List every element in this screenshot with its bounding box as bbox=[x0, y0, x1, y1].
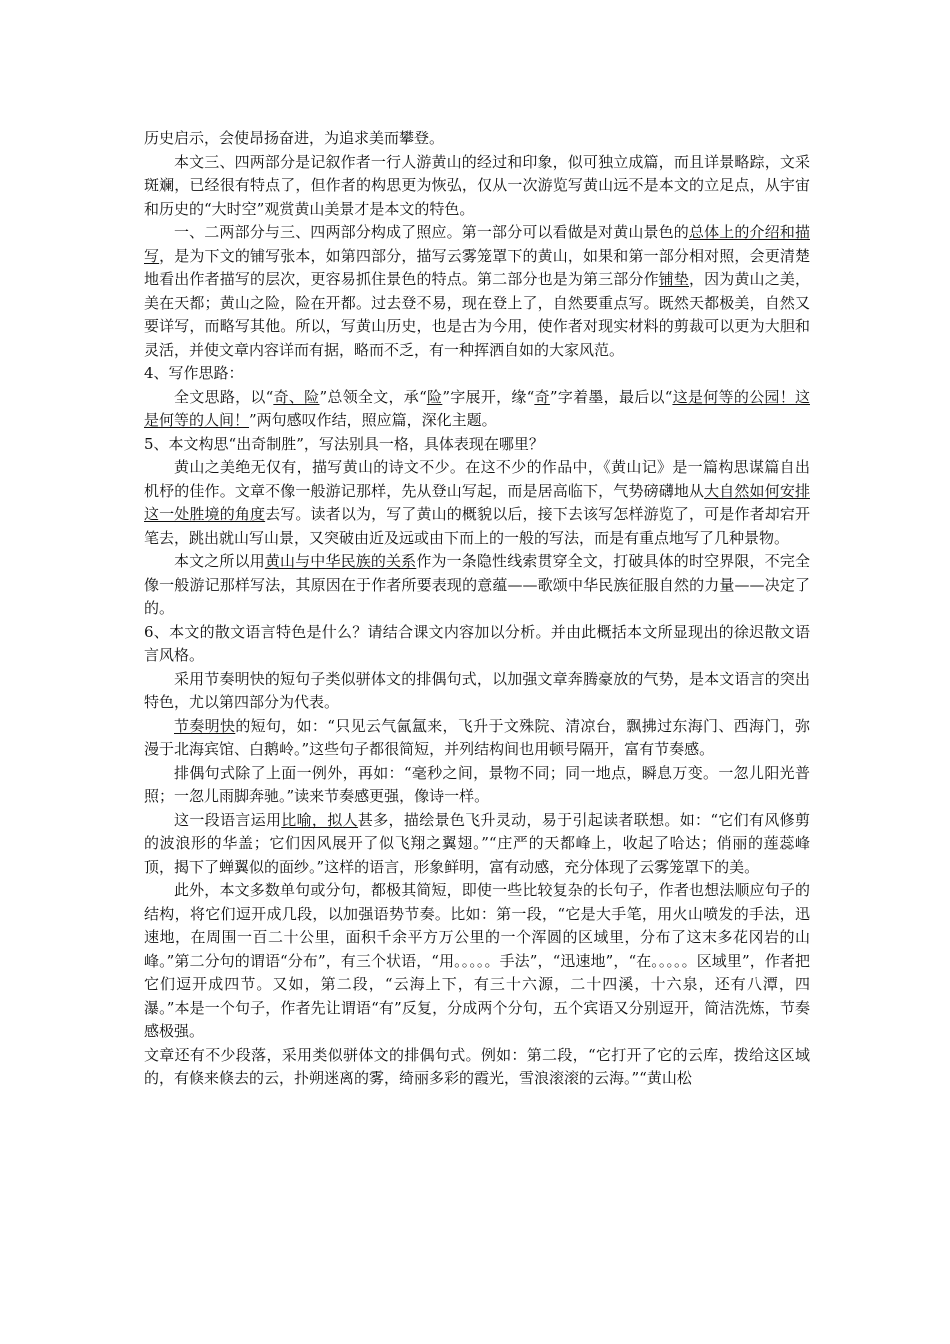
text-run: 本文三、四两部分是记叙作者一行人游黄山的经过和印象，似可独立成篇，而且详景略踪，文采斑斓，已经很有特点了，但作者的构思更为恢弘，仅从一次游览写黄山远不是本文的立足点，从宇宙和历史的“大时空”观赏黄山美景才是本文的特色。 bbox=[144, 152, 810, 218]
document-page bbox=[144, 127, 810, 1091]
text-run: ，因为黄山之美，美在天都；黄山之险，险在开都。过去登不易，现在登上了，自然要重点写。既然天都极美，自然又要详写，而略写其他。所以，写黄山历史，也是古为今用，使作者对现实材料的剪裁可以更为大胆和灵活，并使文章内容详而有据，略而不乏，有一种挥洒自如的大家风范。 bbox=[144, 270, 810, 359]
text-run: ，是为下文的铺写张本，如第四部分，描写云雾笼罩下的黄山，如果和第一部分相对照，会更清楚地看出作者描写的层次，更容易抓住景色的特点。第二部分也是为第三部分作 bbox=[144, 246, 810, 288]
body-paragraph bbox=[144, 715, 810, 762]
body-paragraph bbox=[144, 221, 810, 362]
text-run: ”字展开，缘“ bbox=[442, 387, 535, 406]
text-run: 作为一条隐性线索贯穿全文，打破具体的时空界限，不完全像一般游记那样写法，其原因在于作者所要表现的意蕴——歌颂中华民族征服自然的力量——决定了的。 bbox=[144, 552, 810, 617]
text-run: 黄山之美绝无仅有，描写黄山的诗文不少。在这不少的作品中，《黄山记》是一篇构思谋篇自出机杼的佳作。文章不像一般游记那样，先从登山写起，而是居高临下，气势磅礴地从 bbox=[144, 458, 810, 500]
underlined-phrase: 比喻，拟人 bbox=[281, 810, 358, 829]
underlined-phrase: 险 bbox=[426, 387, 443, 406]
underlined-phrase: 铺垫 bbox=[658, 270, 689, 288]
underlined-phrase: 大自然如何安排这一处胜境的角度 bbox=[144, 481, 810, 523]
underlined-phrase: 这是何等的公园！这是何等的人间！ bbox=[144, 387, 810, 429]
body-paragraph bbox=[144, 809, 810, 880]
section-heading bbox=[144, 621, 810, 668]
underlined-phrase: 节奏明快 bbox=[174, 716, 236, 735]
body-paragraph bbox=[144, 762, 810, 809]
text-run: 的短句，如：“只见云气氤氲来，飞升于文殊院、清凉台，飘拂过东海门、西海门，弥漫于北海宾馆、白鹅岭。”这些句子都很简短，并列结构间也用顿号隔开，富有节奏感。 bbox=[144, 716, 810, 758]
body-paragraph bbox=[144, 879, 810, 1044]
body-paragraph bbox=[144, 456, 810, 550]
text-run: 甚多，描绘景色飞升灵动，易于引起读者联想。如：“它们有风修剪的波浪形的华盖；它们因风展开了似飞翔之翼翅。”“庄严的天都峰上，收起了哈达；俏丽的莲蕊峰顶，揭下了蝉翼似的面纱。”这样的语言，形象鲜明，富有动感，充分体现了云雾笼罩下的美。 bbox=[144, 810, 810, 876]
text-run: 采用节奏明快的短句子类似骈体文的排偶句式，以加强文章奔腾豪放的气势，是本文语言的突出特色，尤以第四部分为代表。 bbox=[144, 669, 810, 711]
body-paragraph bbox=[144, 127, 810, 151]
text-run: ”两句感叹作结，照应篇，深化主题。 bbox=[249, 411, 497, 429]
text-run: 6、本文的散文语言特色是什么？请结合课文内容加以分析。并由此概括本文所显现出的徐迟散文语言风格。 bbox=[144, 622, 810, 664]
text-run: 全文思路，以“ bbox=[174, 387, 274, 406]
text-run: 排偶句式除了上面一例外，再如：“毫秒之间，景物不同；同一地点，瞬息万变。一忽儿阳光普照；一忽儿雨脚奔驰。”读来节奏感更强，像诗一样。 bbox=[144, 763, 810, 805]
underlined-phrase: 奇 bbox=[534, 387, 550, 406]
body-paragraph bbox=[144, 151, 810, 222]
text-run: 一、二两部分与三、四两部分构成了照应。第一部分可以看做是对黄山景色的 bbox=[174, 223, 689, 241]
body-paragraph bbox=[144, 550, 810, 621]
text-run: ”总领全文，承“ bbox=[319, 387, 427, 406]
underlined-phrase: 黄山与中华民族的关系 bbox=[264, 552, 417, 570]
section-heading bbox=[144, 362, 810, 386]
body-paragraph bbox=[144, 386, 810, 433]
text-run: 5、本文构思“出奇制胜”，写法别具一格，具体表现在哪里？ bbox=[144, 434, 544, 453]
body-paragraph bbox=[144, 668, 810, 715]
text-run: 4、写作思路： bbox=[144, 364, 244, 382]
underlined-phrase: 总体上的介绍和描写 bbox=[144, 223, 810, 265]
text-run: 这一段语言运用 bbox=[174, 810, 282, 829]
text-run: 历史启示，会使昂扬奋进，为追求美而攀登。 bbox=[144, 129, 445, 147]
text-run: 去写。读者以为，写了黄山的概貌以后，接下去该写怎样游览了，可是作者却宕开笔去，跳出就山写山景，又突破由近及远或由下而上的一般的写法，而是有重点地写了几种景物。 bbox=[144, 505, 810, 547]
body-paragraph bbox=[144, 1044, 810, 1091]
section-heading bbox=[144, 433, 810, 457]
text-run: 文章还有不少段落，采用类似骈体文的排偶句式。例如：第二段，“它打开了它的云库，拨给这区域的，有倏来倏去的云，扑朔迷离的雾，绮丽多彩的霞光，雪浪滚滚的云海。”“黄山松 bbox=[144, 1045, 810, 1087]
text-run: ”字着墨，最后以“ bbox=[549, 387, 673, 406]
underlined-phrase: 奇、险 bbox=[273, 387, 320, 406]
text-run: 此外，本文多数单句或分句，都极其简短，即使一些比较复杂的长句子，作者也想法顺应句子的结构，将它们逗开成几段，以加强语势节奏。比如：第一段，“它是大手笔，用火山喷发的手法，迅速地，在周围一百二十公里，面积千余平方万公里的一个浑圆的区域里，分布了这末多花冈岩的山峰。”第二分句的谓语“分布”，有三个状语，“用。。。。。手法”，“迅速地”，“在。。。。。区域里”，作者把它们逗开成四节。又如，第二段，“云海上下，有三十六源，二十四溪，十六泉，还有八潭，四瀑。”本是一个句子，作者先让谓语“有”反复，分成两个分句，五个宾语又分别逗开，简洁洗炼，节奏感极强。 bbox=[144, 881, 810, 1040]
text-run: 本文之所以用 bbox=[174, 552, 265, 570]
